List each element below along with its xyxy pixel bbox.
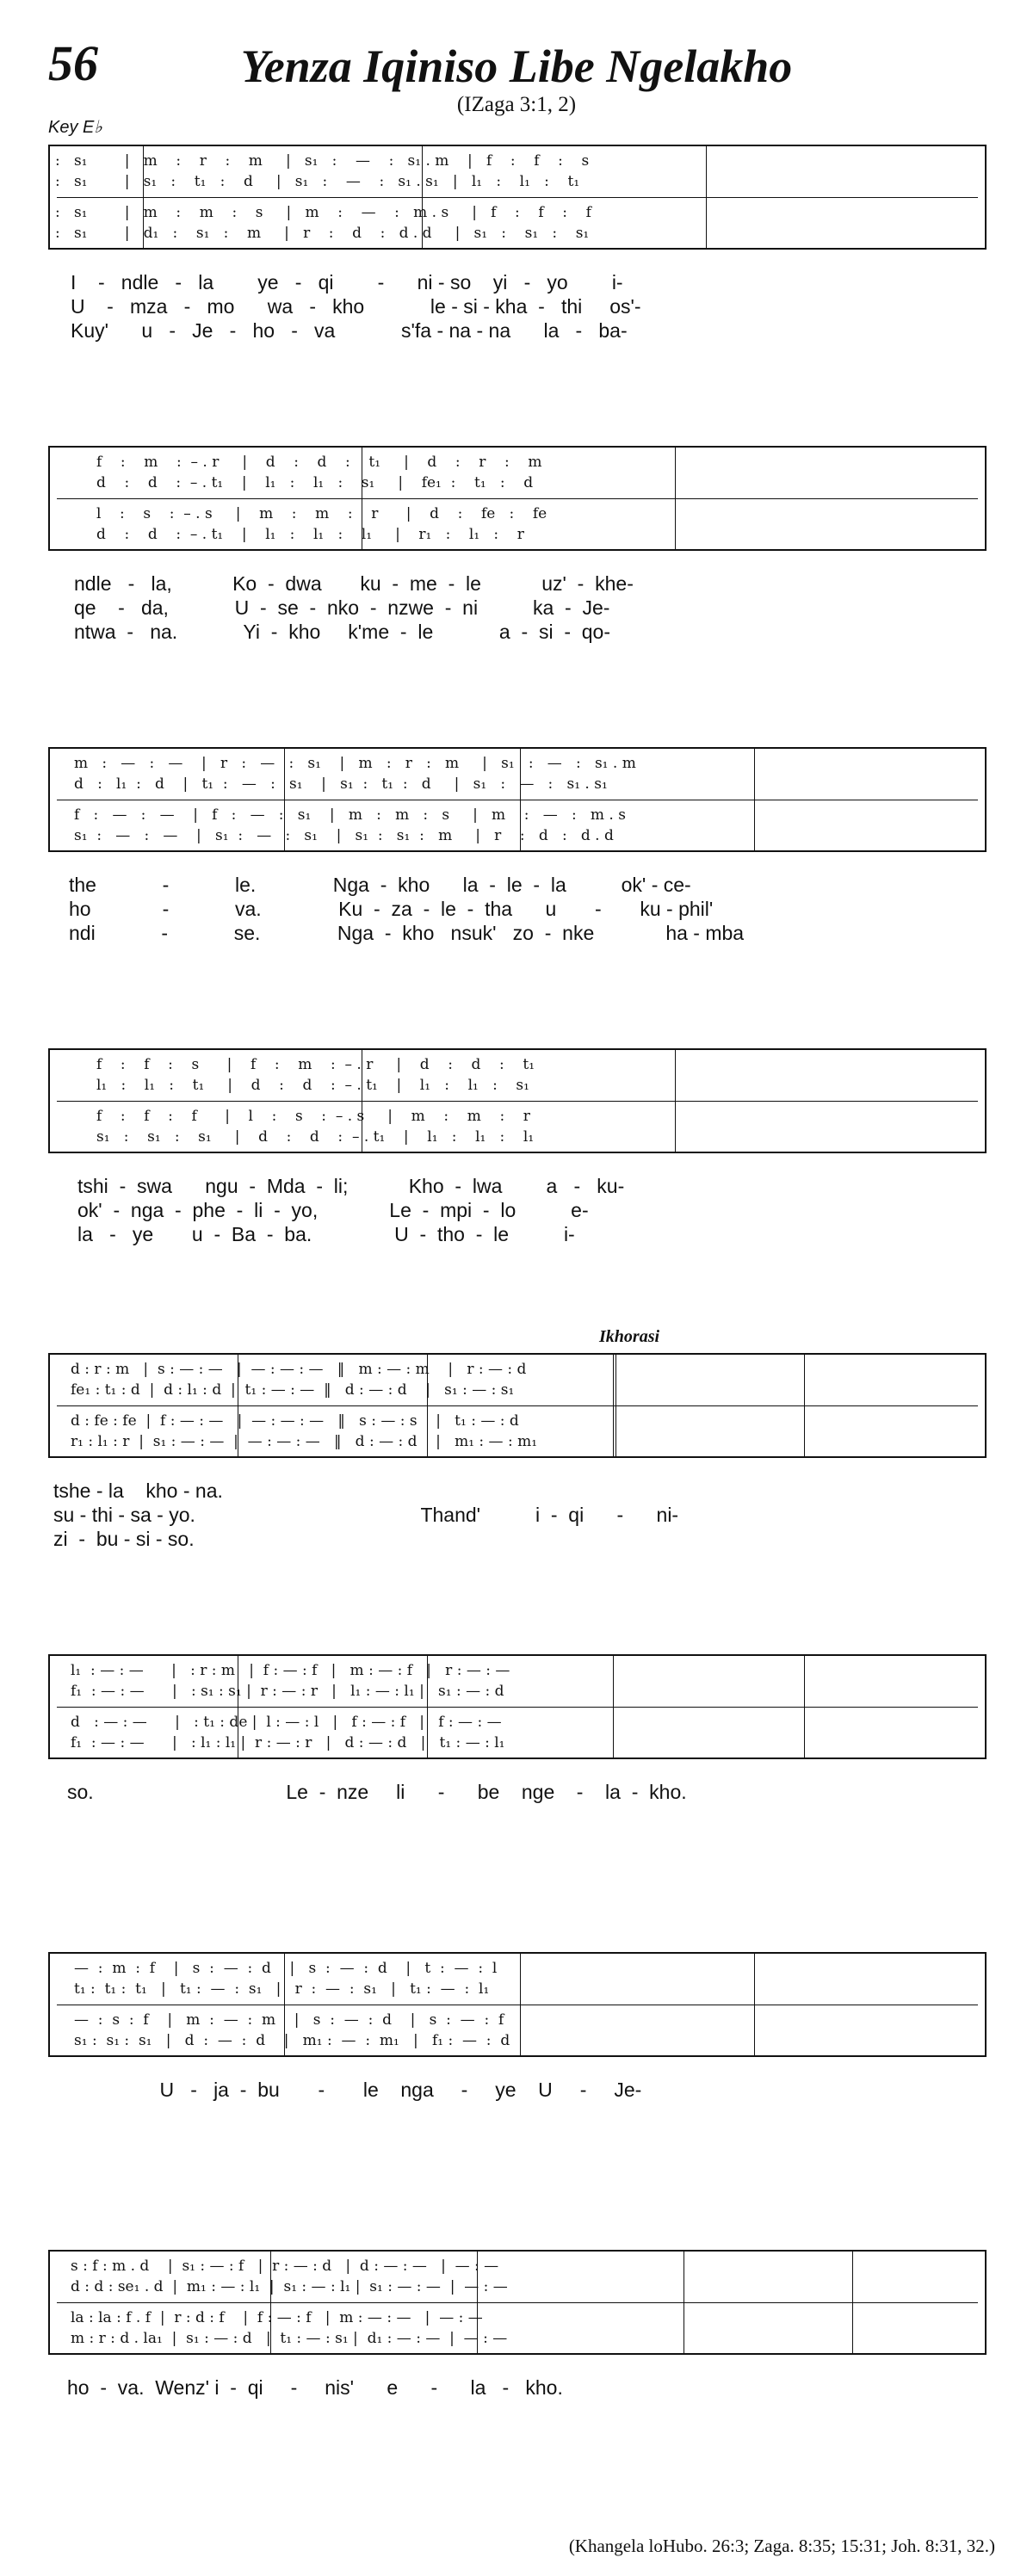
music-system-3 <box>48 747 990 971</box>
track-bass: s₁ : — : — | s₁ : — : s₁ | s₁ : s₁ : m | r : d : d . d <box>74 827 614 844</box>
track-alto: d : d : se₁ . d | m₁ : — : l₁ | s₁ : — : l₁ | s₁ : — : — | — : — <box>71 2278 508 2295</box>
track-bass: f₁ : — : — | : l₁ : l₁ | r : — : r | d : — : d | t₁ : — : l₁ <box>71 1734 505 1751</box>
track-tenor: l : s : – . s | m : m : r | d : fe : fe <box>96 505 547 522</box>
track-soprano: m : — : — | r : — : s₁ | m : r : m | s₁ : — : s₁ . m <box>74 755 636 772</box>
track-bass: m : r : d . la₁ | s₁ : — : d | t₁ : — : s₁ | d₁ : — : — | — : — <box>71 2330 508 2347</box>
track-tenor: — : s : f | m : — : m | s : — : d | s : — : f <box>74 2011 504 2029</box>
lyric-verse-3: zi - bu - si - so. <box>53 1528 195 1550</box>
lyric-verse-1: tshe - la kho - na. <box>53 1480 223 1502</box>
lyric-verse-2: U - mza - mo wa - kho le - si - kha - thi os'- <box>71 295 641 318</box>
lyric-line: so. Le - nze li - be nge - la - kho. <box>67 1781 687 1803</box>
hymn-number: 56 <box>48 35 98 91</box>
key-signature: Key E♭ <box>48 118 102 137</box>
lyric-verse-1: I - ndle - la ye - qi - ni - so yi - yo i- <box>71 271 623 293</box>
lyric-verse-2: ok' - nga - phe - li - yo, Le - mpi - lo e- <box>77 1199 589 1221</box>
track-alto: : s₁ | s₁ : t₁ : d | s₁ : — : s₁ . s₁ | l₁ : l₁ : t₁ <box>55 173 580 190</box>
track-soprano: l₁ : — : — | : r : m | f : — : f | m : — : f | r : — : — <box>71 1662 510 1679</box>
lyric-line: U - ja - bu - le nga - ye U - Je- <box>83 2079 642 2101</box>
track-bass: s₁ : s₁ : s₁ | d : — : d | m₁ : — : m₁ | f₁ : — : d <box>74 2032 510 2049</box>
track-tenor: : s₁ | m : m : s | m : — : m . s | f : f : f <box>55 204 591 221</box>
track-alto: d : l₁ : d | t₁ : — : s₁ | s₁ : t₁ : d | s₁ : — : s₁ . s₁ <box>74 775 608 793</box>
hymn-title: Yenza Iqiniso Libe Ngelakho <box>240 40 793 92</box>
lyric-verse-3: Kuy' u - Je - ho - va s'fa - na - na la - ba- <box>71 319 628 342</box>
track-soprano: : s₁ | m : r : m | s₁ : — : s₁ . m | f : f : s <box>55 152 590 170</box>
track-bass: : s₁ | d₁ : s₁ : m | r : d : d . d | s₁ : s₁ : s₁ <box>55 225 590 242</box>
lyric-line: ho - va. Wenz' i - qi - nis' e - la - kho. <box>67 2376 563 2399</box>
lyric-verse-2: su - thi - sa - yo. Thand' i - qi - ni- <box>53 1504 679 1526</box>
track-alto: l₁ : l₁ : t₁ | d : d : – . t₁ | l₁ : l₁ : s₁ <box>96 1077 529 1094</box>
music-system-5 <box>48 1327 990 1577</box>
track-soprano: f : f : s | f : m : – . r | d : d : t₁ <box>96 1056 535 1073</box>
track-alto: d : d : – . t₁ | l₁ : l₁ : s₁ | fe₁ : t₁ : d <box>96 474 534 491</box>
track-tenor: f : f : f | l : s : – . s | m : m : r <box>96 1108 530 1125</box>
lyric-verse-1: tshi - swa ngu - Mda - li; Kho - lwa a - ku- <box>77 1175 625 1197</box>
lyric-verse-3: ndi - se. Nga - kho nsuk' zo - nke ha - mba <box>69 922 745 944</box>
track-tenor: la : la : f . f | r : d : f | f : — : f | m : — : — | — : — <box>71 2309 483 2326</box>
track-tenor: f : — : — | f : — : s₁ | m : m : s | m : — : m . s <box>74 806 626 824</box>
track-bass: r₁ : l₁ : r | s₁ : — : — | — : — : — ‖ d : — : d | m₁ : — : m₁ <box>71 1433 538 1450</box>
chorus-label: Ikhorasi <box>599 1327 660 1346</box>
music-system-4 <box>48 1048 990 1272</box>
track-tenor: d : — : — | : t₁ : de | l : — : l | f : — : f | f : — : — <box>71 1714 502 1731</box>
scripture-subtitle: (IZaga 3:1, 2) <box>456 93 577 116</box>
lyric-verse-3: ntwa - na. Yi - kho k'me - le a - si - qo- <box>74 621 611 643</box>
track-alto: t₁ : t₁ : t₁ | t₁ : — : s₁ | r : — : s₁ | t₁ : — : l₁ <box>74 1980 490 1998</box>
lyric-verse-1: ndle - la, Ko - dwa ku - me - le uz' - khe- <box>74 572 634 595</box>
lyric-verse-2: ho - va. Ku - za - le - tha u - ku - phil' <box>69 898 714 920</box>
track-soprano: s : f : m . d | s₁ : — : f | r : — : d | d : — : — | — : — <box>71 2258 499 2275</box>
track-soprano: f : m : – . r | d : d : t₁ | d : r : m <box>96 454 542 471</box>
music-system-6 <box>48 1654 990 1826</box>
track-tenor: d : fe : fe | f : — : — | — : — : — ‖ s : — : s | t₁ : — : d <box>71 1412 519 1430</box>
music-system-2 <box>48 446 990 670</box>
track-soprano: — : m : f | s : — : d | s : — : d | t : — : l <box>74 1960 498 1977</box>
hymn-header <box>0 0 1033 137</box>
scripture-reference: (Khangela loHubo. 26:3; Zaga. 8:35; 15:31; Joh. 8:31, 32.) <box>568 2536 995 2556</box>
lyric-verse-2: qe - da, U - se - nko - nzwe - ni ka - Je- <box>74 596 610 619</box>
music-system-8 <box>48 2250 990 2422</box>
music-system-7 <box>48 1952 990 2124</box>
music-system-1 <box>48 145 990 368</box>
lyric-verse-3: la - ye u - Ba - ba. U - tho - le i- <box>77 1223 575 1245</box>
track-bass: s₁ : s₁ : s₁ | d : d : – . t₁ | l₁ : l₁ : l₁ <box>96 1128 535 1146</box>
track-alto: fe₁ : t₁ : d | d : l₁ : d | t₁ : — : — ‖ d : — : d | s₁ : — : s₁ <box>71 1381 515 1399</box>
track-soprano: d : r : m | s : — : — | — : — : — ‖ m : — : m | r : — : d <box>71 1361 527 1378</box>
track-bass: d : d : – . t₁ | l₁ : l₁ : l₁ | r₁ : l₁ : r <box>96 526 524 543</box>
track-alto: f₁ : — : — | : s₁ : s₁ | r : — : r | l₁ : — : l₁ | s₁ : — : d <box>71 1683 504 1700</box>
lyric-verse-1: the - le. Nga - kho la - le - la ok' - ce- <box>69 874 691 896</box>
